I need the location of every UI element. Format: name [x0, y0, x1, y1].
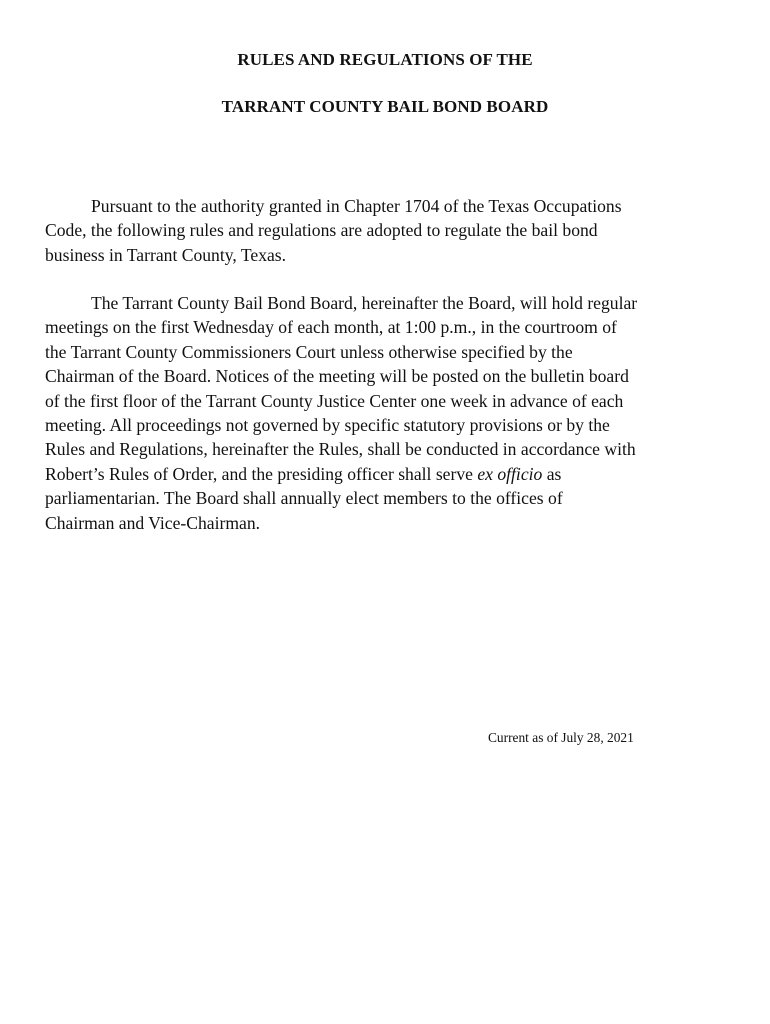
paragraph-line: the Tarrant County Commissioners Court unless otherwise specified by the	[45, 341, 573, 362]
paragraph-line: of the first floor of the Tarrant County Justice Center one week in advance of each	[45, 390, 624, 411]
paragraph-line-with-italic	[45, 462, 725, 486]
paragraph-line: Rules and Regulations, hereinafter the Rules, shall be conducted in accordance with	[45, 439, 636, 460]
text-segment: Robert’s Rules of Order, and the presiding officer shall serve	[45, 463, 478, 484]
paragraph-line: Code, the following rules and regulations are adopted to regulate the bail bond	[45, 220, 598, 241]
text-segment: as	[542, 463, 562, 484]
document-title-line-1: RULES AND REGULATIONS OF THE	[237, 50, 533, 69]
paragraph-line: Chairman of the Board. Notices of the meeting will be posted on the bulletin board	[45, 366, 629, 387]
italic-term: ex officio	[477, 463, 543, 484]
currency-date-footer: Current as of July 28, 2021	[488, 730, 634, 745]
paragraph-line: business in Tarrant County, Texas.	[45, 244, 287, 265]
paragraph-line: Pursuant to the authority granted in Chapter 1704 of the Texas Occupations	[91, 196, 622, 216]
paragraph-authority	[45, 194, 725, 267]
paragraph-line: parliamentarian. The Board shall annually elect members to the offices of	[45, 488, 563, 509]
paragraph-meetings	[45, 291, 725, 535]
paragraph-line: meetings on the first Wednesday of each month, at 1:00 p.m., in the courtroom of	[45, 317, 617, 338]
paragraph-line: The Tarrant County Bail Bond Board, hereinafter the Board, will hold regular	[91, 293, 638, 313]
document-title-line-2: TARRANT COUNTY BAIL BOND BOARD	[221, 97, 549, 116]
paragraph-line: Chairman and Vice-Chairman.	[45, 512, 261, 533]
paragraph-line: meeting. All proceedings not governed by specific statutory provisions or by the	[45, 415, 610, 436]
